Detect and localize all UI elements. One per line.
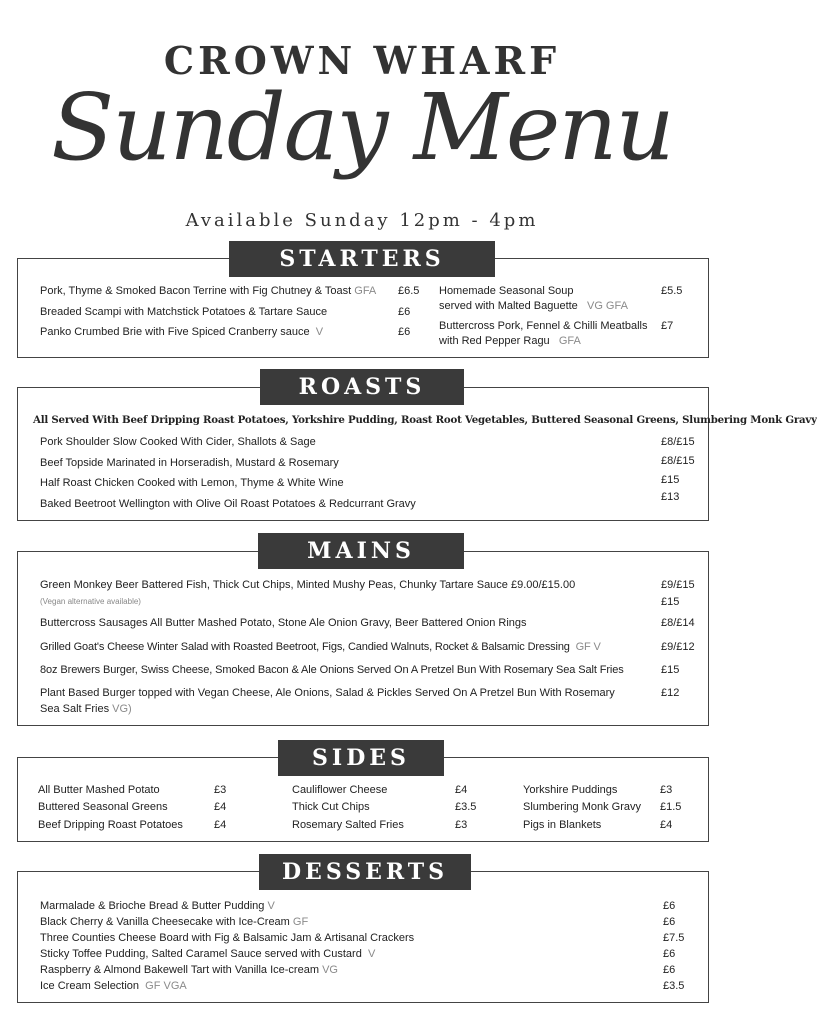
starter-price: £6 — [398, 306, 411, 318]
dessert-price: £6 — [663, 916, 676, 928]
mains-banner: MAINS — [258, 533, 464, 569]
sides-banner: SIDES — [278, 740, 444, 776]
side-item: Slumbering Monk Gravy — [523, 801, 641, 813]
dessert-item: Sticky Toffee Pudding, Salted Caramel Sauce served with Custard V — [40, 948, 376, 960]
starter-item: Breaded Scampi with Matchstick Potatoes & Tartare Sauce — [40, 306, 328, 318]
main-item-note: (Vegan alternative available) — [40, 597, 141, 606]
dessert-price: £6 — [663, 900, 676, 912]
menu-title: Sunday Menu — [51, 74, 673, 181]
side-price: £3 — [214, 784, 227, 796]
main-item: Plant Based Burger topped with Vegan Cheese, Ale Onions, Salad & Pickles Served On A Pretzel Bun With Rosemary — [40, 687, 615, 699]
side-price: £1.5 — [660, 801, 682, 813]
roast-price: £8/£15 — [661, 455, 695, 467]
dessert-price: £3.5 — [663, 980, 685, 992]
roasts-banner: ROASTS — [260, 369, 464, 405]
starter-item: Homemade Seasonal Soup — [439, 285, 574, 297]
desserts-banner: DESSERTS — [259, 854, 471, 890]
main-price: £12 — [661, 687, 680, 699]
roast-item: Beef Topside Marinated in Horseradish, Mustard & Rosemary — [40, 457, 339, 469]
roasts-note: All Served With Beef Dripping Roast Potatoes, Yorkshire Pudding, Roast Root Vegetables, Buttered Seasonal Greens, Slumbering Monk Gravy — [33, 414, 817, 426]
main-item: Grilled Goat's Cheese Winter Salad with Roasted Beetroot, Figs, Candied Walnuts, Rocket & Balsamic Dressing GF V — [40, 641, 601, 653]
starter-item: Panko Crumbed Brie with Five Spiced Cranberry sauce V — [40, 326, 324, 338]
main-price: £15 — [661, 664, 680, 676]
dessert-item: Raspberry & Almond Bakewell Tart with Vanilla Ice-cream VG — [40, 964, 338, 976]
availability-text: Available Sunday 12pm - 4pm — [185, 210, 539, 231]
side-item: Buttered Seasonal Greens — [38, 801, 168, 813]
starter-item: Buttercross Pork, Fennel & Chilli Meatballs — [439, 320, 648, 332]
roast-price: £8/£15 — [661, 436, 695, 448]
dessert-item: Black Cherry & Vanilla Cheesecake with Ice-Cream GF — [40, 916, 309, 928]
dessert-item: Marmalade & Brioche Bread & Butter Pudding V — [40, 900, 275, 912]
main-item: Buttercross Sausages All Butter Mashed Potato, Stone Ale Onion Gravy, Beer Battered Onion Rings — [40, 617, 527, 629]
main-price-alt: £15 — [661, 596, 680, 608]
side-item: Beef Dripping Roast Potatoes — [38, 819, 183, 831]
roast-price: £15 — [661, 474, 680, 486]
side-price: £4 — [660, 819, 673, 831]
side-price: £4 — [214, 819, 227, 831]
side-item: Cauliflower Cheese — [292, 784, 388, 796]
dessert-item: Three Counties Cheese Board with Fig & Balsamic Jam & Artisanal Crackers — [40, 932, 415, 944]
starters-banner: STARTERS — [229, 241, 495, 277]
main-price: £9/£12 — [661, 641, 695, 653]
starter-item: Pork, Thyme & Smoked Bacon Terrine with Fig Chutney & Toast GFA — [40, 285, 377, 297]
main-item-line2: Sea Salt Fries VG) — [40, 703, 132, 715]
side-price: £4 — [455, 784, 468, 796]
side-price: £4 — [214, 801, 227, 813]
main-price: £9/£15 — [661, 579, 695, 591]
starter-item-line2: served with Malted Baguette VG GFA — [439, 300, 628, 312]
main-price: £8/£14 — [661, 617, 695, 629]
roast-price: £13 — [661, 491, 680, 503]
roast-item: Baked Beetroot Wellington with Olive Oil Roast Potatoes & Redcurrant Gravy — [40, 498, 416, 510]
venue-name: CROWN WHARF — [163, 38, 561, 83]
side-price: £3 — [660, 784, 673, 796]
main-item: Green Monkey Beer Battered Fish, Thick Cut Chips, Minted Mushy Peas, Chunky Tartare Sauce £9.00/£15.00 — [40, 579, 576, 591]
roast-item: Pork Shoulder Slow Cooked With Cider, Shallots & Sage — [40, 436, 316, 448]
dessert-price: £6 — [663, 964, 676, 976]
starter-price: £6 — [398, 326, 411, 338]
mains-box — [17, 551, 709, 726]
side-price: £3 — [455, 819, 468, 831]
dessert-item: Ice Cream Selection GF VGA — [40, 980, 187, 992]
side-item: Thick Cut Chips — [292, 801, 370, 813]
dessert-price: £7.5 — [663, 932, 685, 944]
roast-item: Half Roast Chicken Cooked with Lemon, Thyme & White Wine — [40, 477, 344, 489]
starter-price: £5.5 — [661, 285, 683, 297]
starter-item-line2: with Red Pepper Ragu GFA — [439, 335, 581, 347]
side-item: Yorkshire Puddings — [523, 784, 618, 796]
starter-price: £6.5 — [398, 285, 420, 297]
side-item: All Butter Mashed Potato — [38, 784, 160, 796]
side-item: Rosemary Salted Fries — [292, 819, 404, 831]
side-item: Pigs in Blankets — [523, 819, 602, 831]
dessert-price: £6 — [663, 948, 676, 960]
main-item: 8oz Brewers Burger, Swiss Cheese, Smoked Bacon & Ale Onions Served On A Pretzel Bun With Rosemary Sea Salt Fries — [40, 664, 624, 676]
side-price: £3.5 — [455, 801, 477, 813]
starter-price: £7 — [661, 320, 674, 332]
